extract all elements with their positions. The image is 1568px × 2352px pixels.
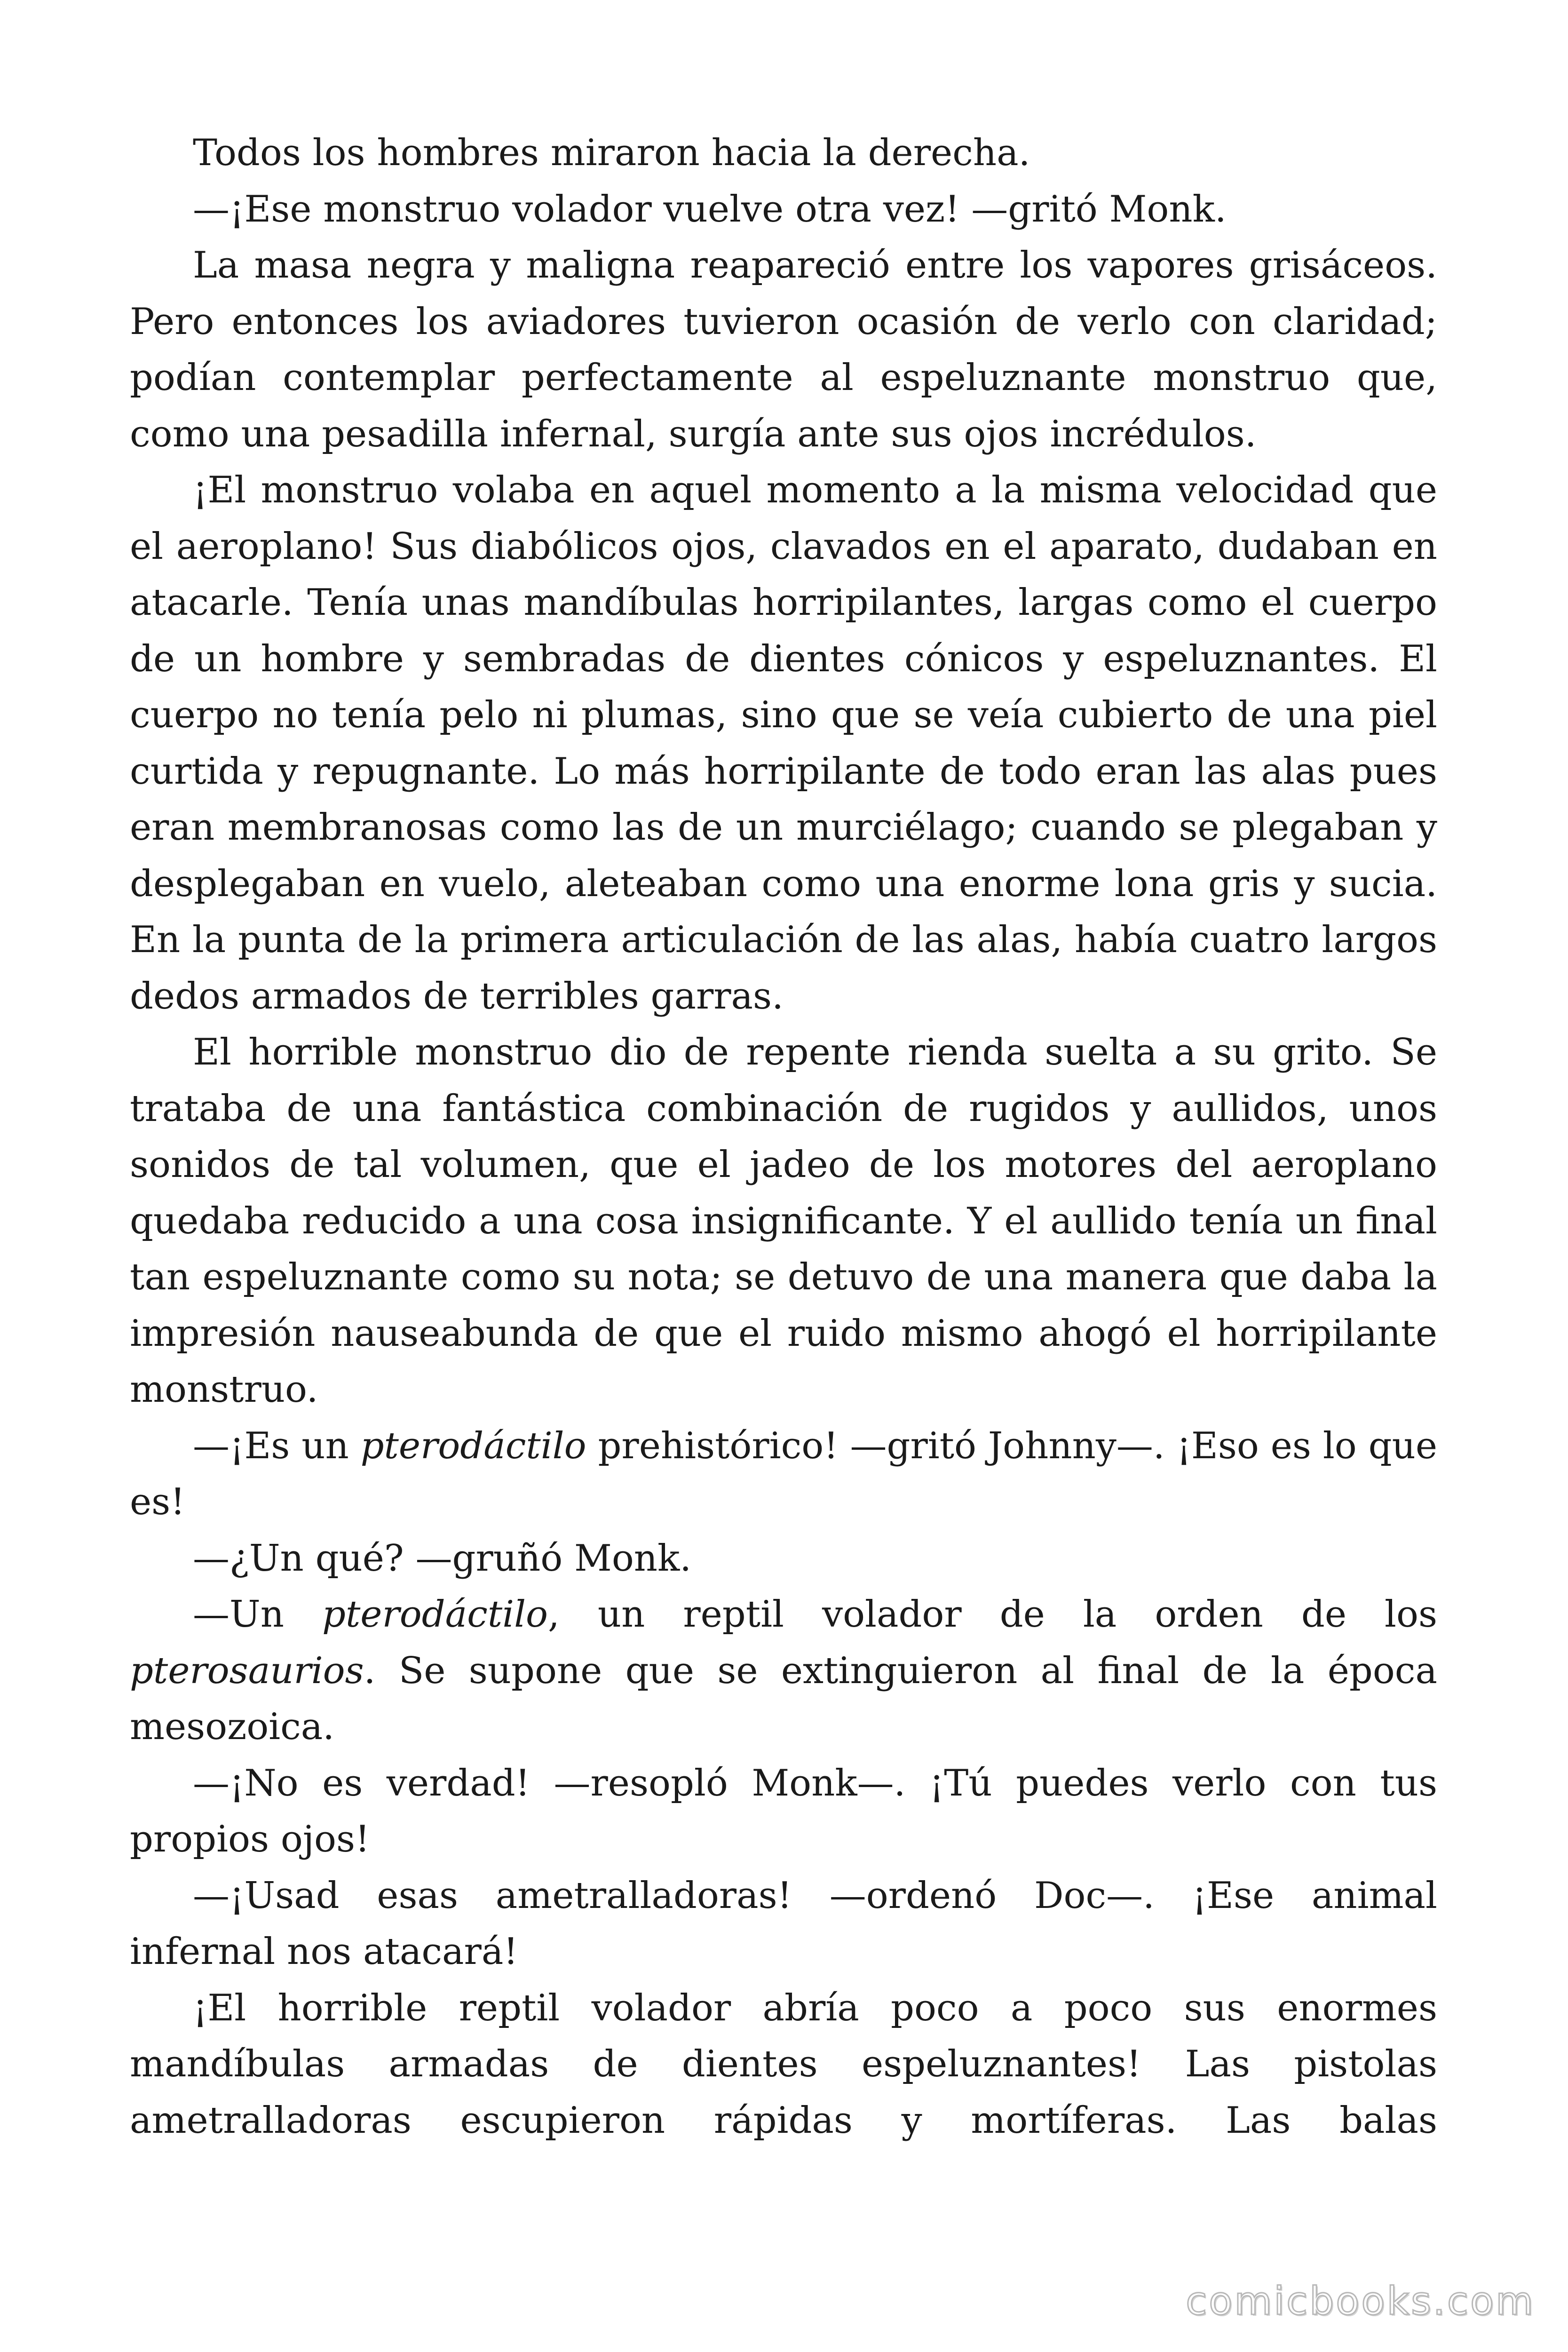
text-run: —¡Es un — [193, 1424, 361, 1467]
paragraph — [130, 238, 1437, 462]
text-run: —¡Ese monstruo volador vuelve otra vez! —gritó Monk. — [193, 188, 1227, 230]
paragraph — [130, 1587, 1437, 1756]
text-run: El horrible monstruo dio de repente rienda suelta a su grito. Se trataba de una fantástica combinación de rugidos y aullidos, unos sonidos de tal volumen, que el jadeo de los motores del aeroplano quedaba reducido a una cosa insignificante. Y el aullido tenía un final tan espeluznante como su nota; se detuvo de una manera que daba la impresión nauseabunda de que el ruido mismo ahogó el horripilante monstruo. — [130, 1031, 1437, 1411]
text-run: prehistórico! —gritó Johnny—. ¡Eso es lo que es! — [130, 1424, 1437, 1523]
italic-term: pterodáctilo — [322, 1593, 548, 1636]
text-run: —¡No es verdad! —resopló Monk—. ¡Tú puedes verlo con tus propios ojos! — [130, 1762, 1437, 1860]
text-run: —Un — [193, 1593, 323, 1636]
body-text — [130, 125, 1437, 2149]
text-run: La masa negra y maligna reapareció entre los vapores grisáceos. Pero entonces los aviadores tuvieron ocasión de verlo con claridad; podían contemplar perfectamente al espeluznante monstruo que, como una pesadilla infernal, surgía ante sus ojos incrédulos. — [130, 244, 1437, 455]
paragraph — [130, 1531, 1437, 1587]
text-run: ¡El monstruo volaba en aquel momento a la misma velocidad que el aeroplano! Sus diabólicos ojos, clavados en el aparato, dudaban en atacarle. Tenía unas mandíbulas horripilantes, largas como el cuerpo de un hombre y sembradas de dientes cónicos y espeluznantes. El cuerpo no tenía pelo ni plumas, sino que se veía cubierto de una piel curtida y repugnante. Lo más horripilante de todo eran las alas pues eran membranosas como las de un murciélago; cuando se plegaban y desplegaban en vuelo, aleteaban como una enorme lona gris y sucia. En la punta de la primera articulación de las alas, había cuatro largos dedos armados de terribles garras. — [130, 469, 1437, 1017]
text-run: —¡Usad esas ametralladoras! —ordenó Doc—. ¡Ese animal infernal nos atacará! — [130, 1874, 1437, 1973]
text-run: . Se supone que se extinguieron al final de la época mesozoica. — [130, 1649, 1437, 1748]
italic-term: pterodáctilo — [360, 1424, 586, 1467]
paragraph — [130, 1025, 1437, 1418]
paragraph — [130, 182, 1437, 238]
text-run: ¡El horrible reptil volador abría poco a poco sus enormes mandíbulas armadas de dientes espeluznantes! Las pistolas ametralladoras escupieron rápidas y mortíferas. Las balas — [130, 1986, 1437, 2142]
text-run: , un reptil volador de la orden de los — [548, 1593, 1437, 1636]
paragraph — [130, 1980, 1437, 2149]
paragraph — [130, 125, 1437, 182]
paragraph — [130, 462, 1437, 1025]
text-run: Todos los hombres miraron hacia la derecha. — [193, 132, 1030, 174]
watermark: comicbooks.com — [1186, 2279, 1535, 2324]
paragraph — [130, 1756, 1437, 1868]
italic-term: pterosaurios — [130, 1649, 364, 1692]
text-run: —¿Un qué? —gruñó Monk. — [193, 1537, 692, 1580]
paragraph — [130, 1868, 1437, 1980]
paragraph — [130, 1418, 1437, 1531]
